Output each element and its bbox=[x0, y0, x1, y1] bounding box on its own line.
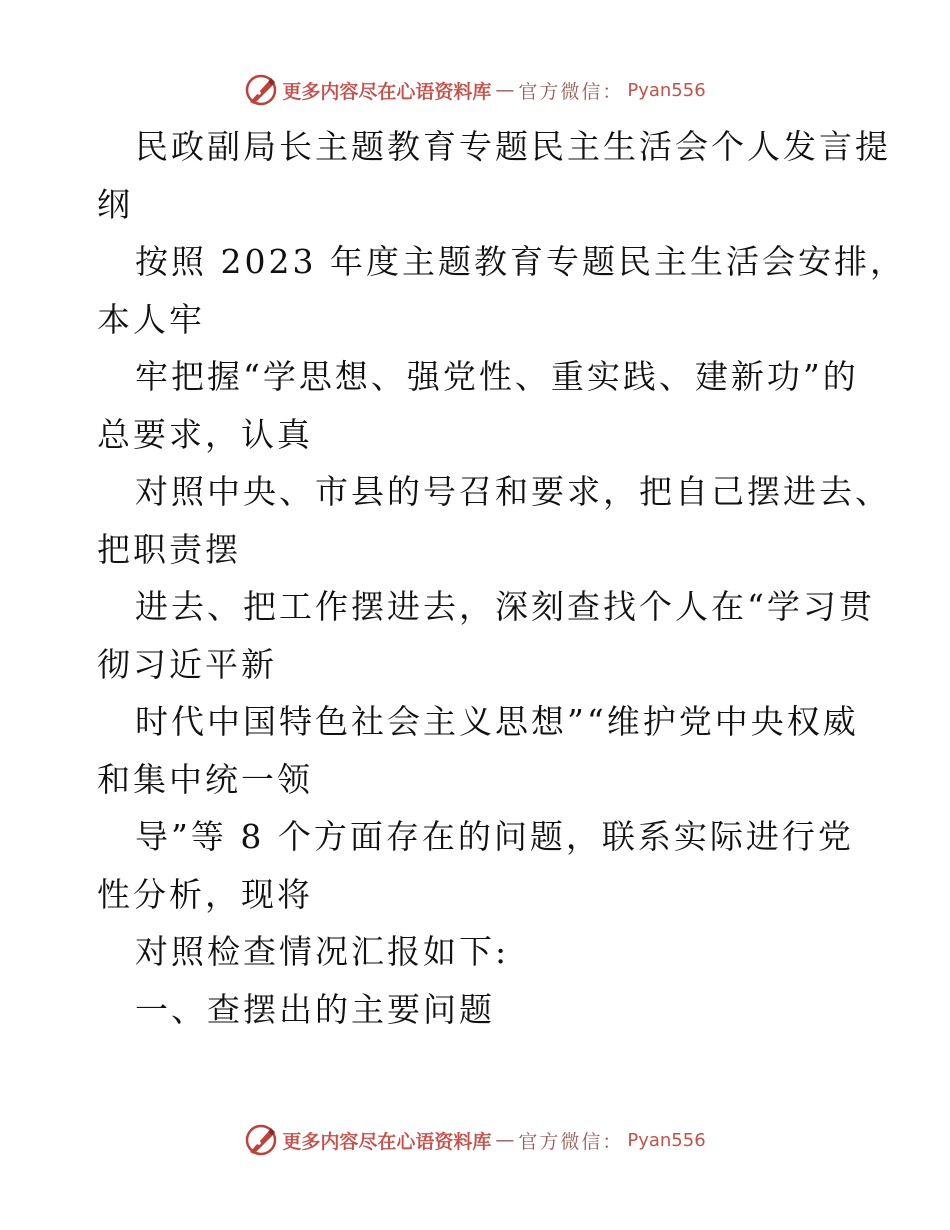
paragraph-line: 牢把握“学思想、强党性、重实践、建新功”的 bbox=[135, 357, 859, 396]
paragraph-line: 进去、把工作摆进去，深刻查找个人在“学习贯 bbox=[135, 587, 875, 626]
header-watermark bbox=[0, 70, 950, 110]
paragraph-line: 本人牢 bbox=[97, 299, 205, 339]
watermark-wechat-id: Pyan556 bbox=[627, 1129, 706, 1151]
watermark-sub-text: 官方微信： bbox=[518, 1130, 624, 1153]
doc-title-line: 民政副局长主题教育专题民主生活会个人发言提 bbox=[135, 127, 891, 166]
paragraph-line: 把职责摆 bbox=[97, 529, 241, 569]
paragraph-line: 时代中国特色社会主义思想”“维护党中央权威 bbox=[135, 702, 859, 741]
section-heading: 一、查摆出的主要问题 bbox=[135, 989, 495, 1029]
paragraph-line: 性分析，现将 bbox=[97, 874, 313, 914]
watermark-main-text: 更多内容尽在心语资料库 bbox=[282, 80, 492, 103]
paragraph-line: 导”等 8 个方面存在的问题，联系实际进行党 bbox=[135, 817, 854, 856]
document-body bbox=[97, 118, 906, 1038]
paragraph-line: 按照 2023 年度主题教育专题民主生活会安排， bbox=[135, 242, 906, 281]
watermark-main-text: 更多内容尽在心语资料库 bbox=[282, 1130, 492, 1153]
watermark-separator: — bbox=[495, 79, 515, 101]
footer-watermark bbox=[0, 1120, 950, 1160]
paragraph-line: 对照中央、市县的号召和要求，把自己摆进去、 bbox=[135, 472, 891, 511]
watermark-wechat-id: Pyan556 bbox=[627, 79, 706, 101]
watermark-separator: — bbox=[495, 1129, 515, 1151]
paragraph-line: 总要求，认真 bbox=[97, 414, 313, 454]
doc-title-line-cont: 纲 bbox=[97, 184, 133, 224]
paragraph-line: 彻习近平新 bbox=[97, 644, 277, 684]
pen-nib-logo-icon bbox=[244, 1123, 278, 1157]
pen-nib-logo-icon bbox=[244, 73, 278, 107]
paragraph-line: 对照检查情况汇报如下: bbox=[135, 932, 510, 971]
watermark-sub-text: 官方微信： bbox=[518, 80, 624, 103]
paragraph-line: 和集中统一领 bbox=[97, 759, 313, 799]
